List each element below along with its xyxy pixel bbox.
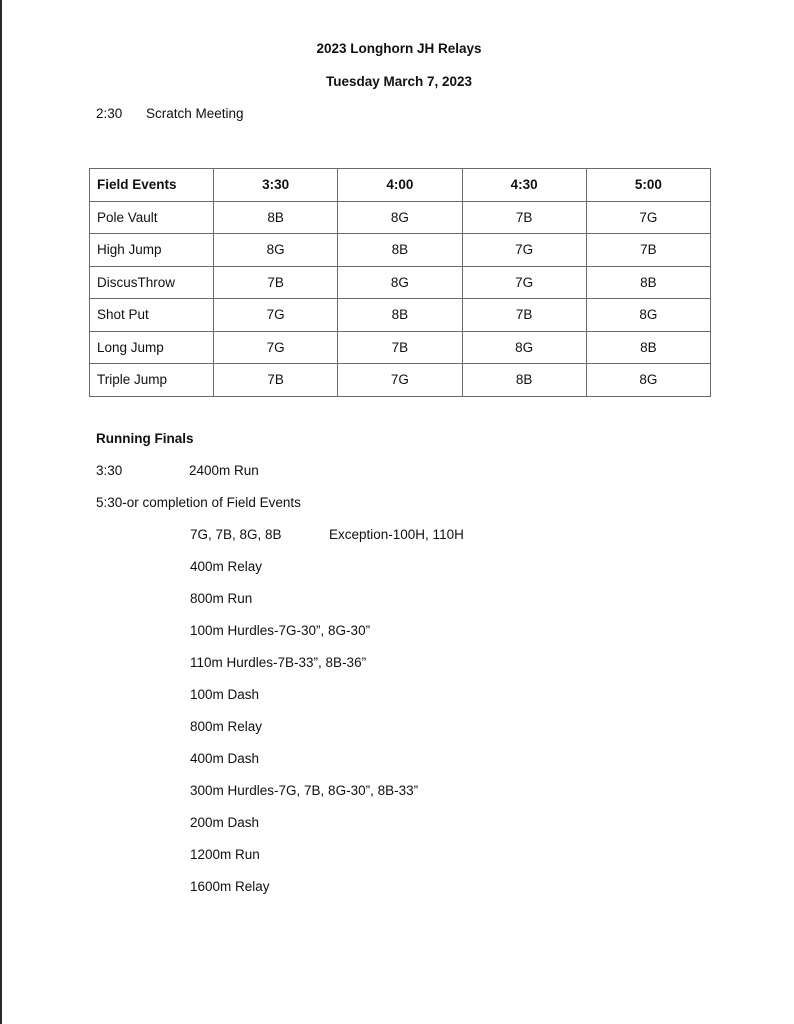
table-cell: 7B — [462, 299, 586, 332]
event-name-cell: Pole Vault — [90, 201, 214, 234]
table-cell: 8G — [338, 201, 462, 234]
table-cell: 7B — [462, 201, 586, 234]
running-second-time: 5:30-or completion of Field Events — [96, 495, 301, 510]
table-cell: 8B — [462, 364, 586, 397]
running-event-item: 1600m Relay — [190, 879, 270, 894]
table-cell: 7G — [214, 331, 338, 364]
running-event-item: 200m Dash — [190, 815, 260, 830]
running-event-item: 110m Hurdles-7B-33”, 8B-36” — [190, 655, 367, 670]
event-name-cell: DiscusThrow — [90, 266, 214, 299]
table-cell: 7B — [214, 266, 338, 299]
running-event-item: 400m Relay — [190, 559, 263, 574]
table-cell: 8G — [462, 331, 586, 364]
running-event-item: 400m Dash — [190, 751, 260, 766]
gender-order-line: 7G, 7B, 8G, 8B — [190, 527, 282, 542]
table-cell: 7G — [462, 266, 586, 299]
table-row — [90, 299, 711, 332]
running-event-item: 800m Relay — [190, 719, 263, 734]
table-cell: 7B — [586, 234, 710, 267]
table-row — [90, 331, 711, 364]
exception-note: Exception-100H, 110H — [329, 527, 464, 542]
scratch-time: 2:30 — [96, 106, 123, 121]
table-cell: 8B — [214, 201, 338, 234]
document-title: 2023 Longhorn JH Relays — [316, 41, 482, 56]
table-cell: 7G — [586, 201, 710, 234]
event-name-cell: Long Jump — [90, 331, 214, 364]
running-event-item: 100m Dash — [190, 687, 260, 702]
header-cell: 4:00 — [338, 169, 462, 202]
header-cell: Field Events — [90, 169, 214, 202]
running-event-item: 800m Run — [190, 591, 253, 606]
event-name-cell: High Jump — [90, 234, 214, 267]
running-first-event: 2400m Run — [189, 463, 259, 478]
table-cell: 7G — [214, 299, 338, 332]
table-cell: 8B — [338, 299, 462, 332]
field-events-table — [89, 168, 711, 397]
scratch-meeting-line — [96, 106, 244, 121]
table-cell: 8G — [214, 234, 338, 267]
scratch-label: Scratch Meeting — [146, 106, 244, 121]
table-cell: 8G — [586, 364, 710, 397]
table-cell: 7B — [338, 331, 462, 364]
table-row — [90, 234, 711, 267]
document-date: Tuesday March 7, 2023 — [325, 74, 473, 89]
header-cell: 3:30 — [214, 169, 338, 202]
running-event-item: 1200m Run — [190, 847, 260, 862]
table-row — [90, 201, 711, 234]
running-finals-heading: Running Finals — [96, 431, 194, 446]
event-name-cell: Shot Put — [90, 299, 214, 332]
table-row — [90, 266, 711, 299]
running-event-item: 100m Hurdles-7G-30”, 8G-30” — [190, 623, 371, 638]
running-first-line — [96, 463, 259, 478]
header-cell: 5:00 — [586, 169, 710, 202]
table-cell: 7G — [462, 234, 586, 267]
running-first-time: 3:30 — [96, 463, 123, 478]
table-row — [90, 364, 711, 397]
table-cell: 8G — [338, 266, 462, 299]
table-cell: 7B — [214, 364, 338, 397]
table-cell: 8B — [586, 331, 710, 364]
running-event-item: 300m Hurdles-7G, 7B, 8G-30”, 8B-33” — [190, 783, 419, 798]
table-cell: 7G — [338, 364, 462, 397]
table-cell: 8G — [586, 299, 710, 332]
event-name-cell: Triple Jump — [90, 364, 214, 397]
header-cell: 4:30 — [462, 169, 586, 202]
table-cell: 8B — [586, 266, 710, 299]
table-header-row — [90, 169, 711, 202]
table-cell: 8B — [338, 234, 462, 267]
